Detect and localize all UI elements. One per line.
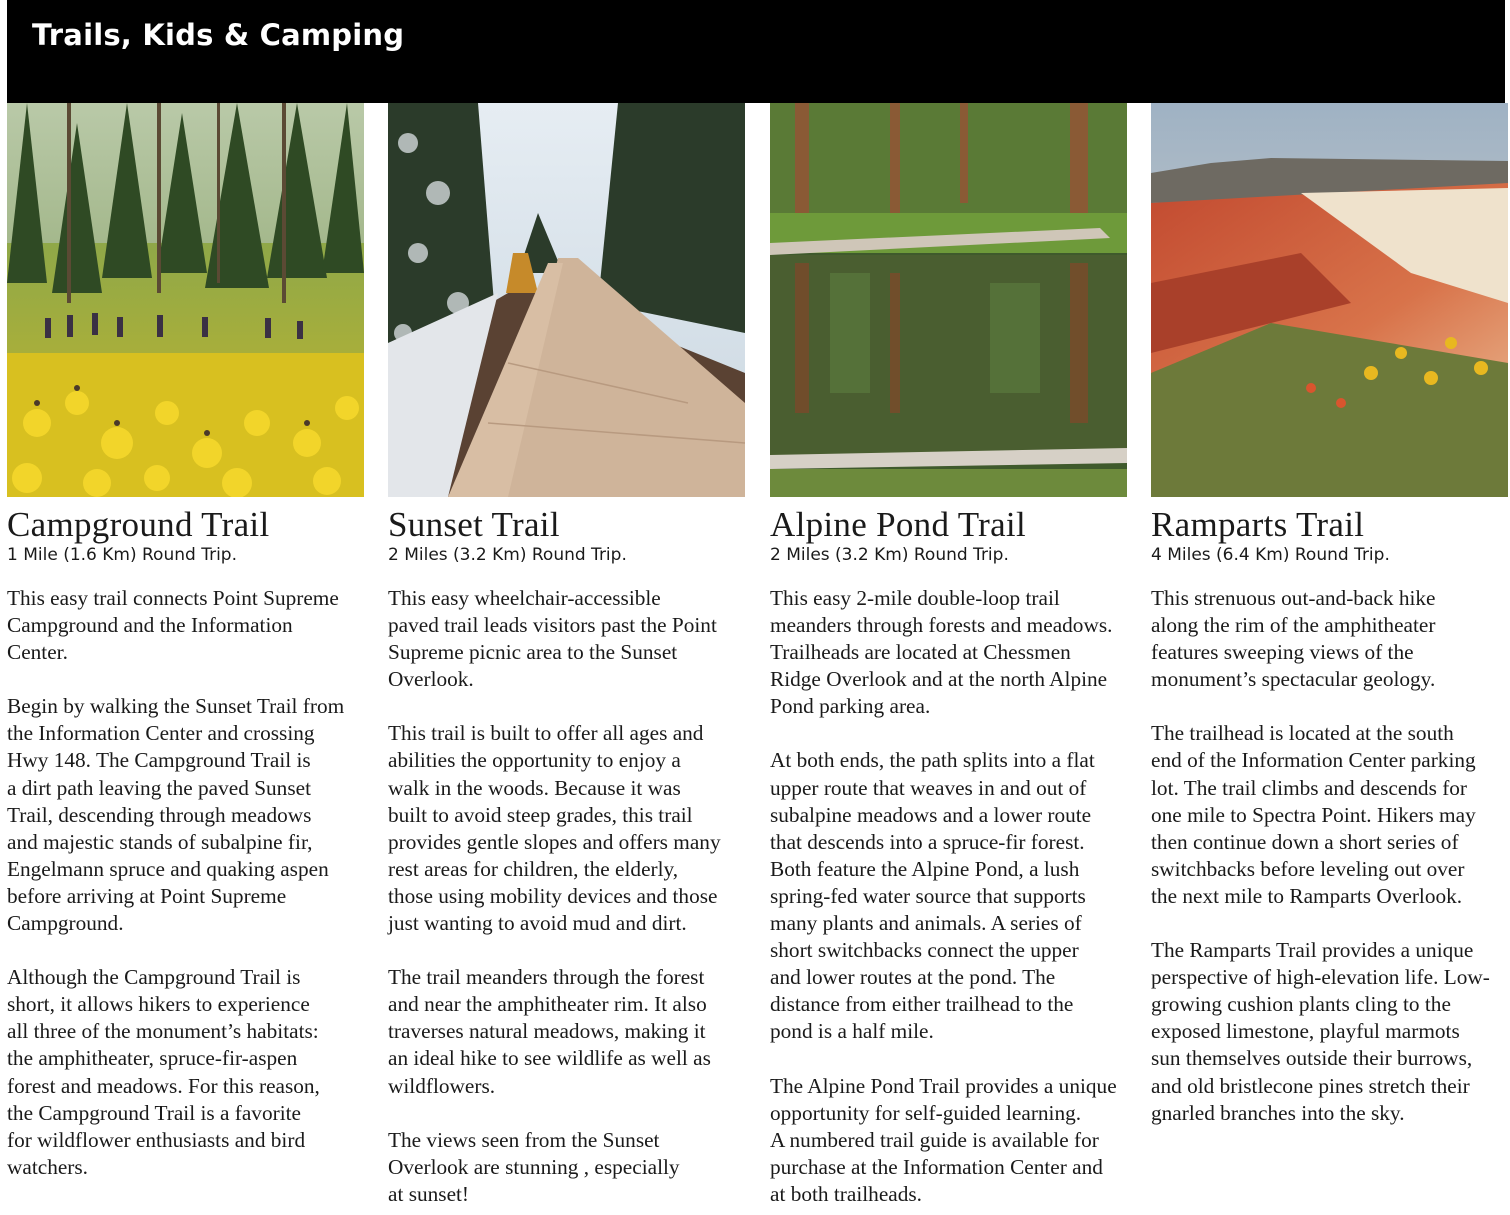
- trail-distance: 1 Mile (1.6 Km) Round Trip.: [7, 545, 237, 565]
- trail-paragraph: Begin by walking the Sunset Trail from the Information Center and crossing Hwy 148. The Campground Trail is a dirt path leaving the paved Sunset Trail, descending through meadows and majestic stands of subalpine fir, Engelmann spruce and quaking aspen before arriving at Point Supreme Campground.: [7, 694, 345, 936]
- campground-trail-photo: [7, 103, 364, 497]
- trail-paragraph: The trail meanders through the forest and near the amphitheater rim. It also traverses natural meadows, making it an ideal hike to see wildlife as well as wildflowers.: [388, 965, 711, 1098]
- trail-paragraph: This strenuous out-and-back hike along the rim of the amphitheater features sweeping views of the monument’s spectacular geology.: [1151, 586, 1436, 692]
- trail-distance: 4 Miles (6.4 Km) Round Trip.: [1151, 545, 1390, 565]
- trail-title: Sunset Trail: [388, 505, 560, 544]
- ramparts-trail-photo: [1151, 103, 1508, 497]
- trail-distance: 2 Miles (3.2 Km) Round Trip.: [770, 545, 1009, 565]
- sunset-trail-photo: [388, 103, 745, 497]
- trail-paragraph: The views seen from the Sunset Overlook are stunning , especially at sunset!: [388, 1127, 680, 1206]
- trail-column-campground: [7, 103, 365, 1181]
- trail-paragraph: The trailhead is located at the south end of the Information Center parking lot. The trail climbs and descends for one mile to Spectra Point. Hikers may then continue down a short series of switchbacks before leveling out over the next mile to Ramparts Overlook.: [1151, 721, 1476, 908]
- page-title: Trails, Kids & Camping: [32, 18, 405, 52]
- trail-paragraph: This easy trail connects Point Supreme Campground and the Information Center.: [7, 586, 339, 665]
- trail-distance: 2 Miles (3.2 Km) Round Trip.: [388, 545, 627, 565]
- trail-title: Alpine Pond Trail: [770, 505, 1026, 544]
- trail-column-alpine-pond: [770, 103, 1128, 1208]
- trail-paragraph: This trail is built to offer all ages and abilities the opportunity to enjoy a walk in the woods. Because it was built to avoid steep grades, this trail provides gentle slopes and offers many rest areas for children, the elderly, those using mobility devices and those just wanting to avoid mud and dirt.: [388, 721, 721, 936]
- trail-title: Campground Trail: [7, 505, 270, 544]
- trail-paragraph: The Alpine Pond Trail provides a unique opportunity for self-guided learning. A numbered trail guide is available for purchase at the Information Center and at both trailheads.: [770, 1073, 1117, 1206]
- trail-title: Ramparts Trail: [1151, 505, 1365, 544]
- trail-column-ramparts: [1151, 103, 1509, 1127]
- trail-paragraph: This easy 2-mile double-loop trail meanders through forests and meadows. Trailheads are located at Chessmen Ridge Overlook and at the north Alpine Pond parking area.: [770, 586, 1113, 719]
- alpine-pond-trail-photo: [770, 103, 1127, 497]
- trail-paragraph: This easy wheelchair-accessible paved trail leads visitors past the Point Supreme picnic area to the Sunset Overlook.: [388, 586, 717, 692]
- trail-paragraph: At both ends, the path splits into a flat upper route that weaves in and out of subalpine meadows and a lower route that descends into a spruce-fir forest. Both feature the Alpine Pond, a lush spring-fed water source that supports many plants and animals. A series of short switchbacks connect the upper and lower routes at the pond. The distance from either trailhead to the pond is a half mile.: [770, 748, 1095, 1044]
- trail-column-sunset: [388, 103, 746, 1208]
- trail-paragraph: Although the Campground Trail is short, it allows hikers to experience all three of the monument’s habitats: the amphitheater, spruce-fir-aspen forest and meadows. For this reason, the Campground Trail is a favorite for wildflower enthusiasts and bird watchers.: [7, 965, 320, 1179]
- header-banner: [7, 0, 1505, 103]
- trail-paragraph: The Ramparts Trail provides a unique perspective of high-elevation life. Low- growing cushion plants cling to the exposed limestone, playful marmots sun themselves outside their burrows, and old bristlecone pines stretch their gnarled branches into the sky.: [1151, 938, 1490, 1125]
